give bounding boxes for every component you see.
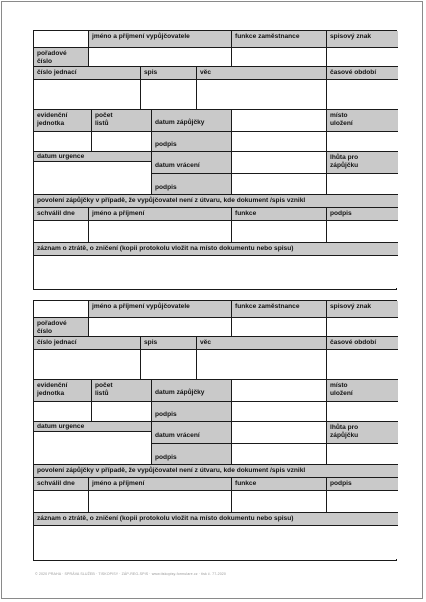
approver-signature-label: podpis bbox=[327, 478, 398, 491]
time-period-label: časové období bbox=[327, 67, 398, 80]
file-mark-header: spisový znak bbox=[327, 31, 398, 48]
approver-name-field[interactable] bbox=[89, 221, 232, 243]
loan-signature-label: podpis bbox=[152, 402, 232, 422]
approver-name-field[interactable] bbox=[89, 491, 232, 513]
sheet-count-label: počet listů bbox=[92, 380, 152, 402]
return-date-field[interactable] bbox=[232, 152, 327, 174]
publisher-footer: © 2020 PRAHA · SPRÁVA SLUŽEB · TISKOPISY · ZÁP-REG-SPIS · www.tiskopisy-formulare.cz · tisk č. 77-2020 bbox=[35, 572, 226, 576]
loan-term-label: lhůta pro zápůjčku bbox=[327, 422, 398, 444]
borrower-name-header: jméno a příjmení vypůjčovatele bbox=[89, 31, 232, 48]
return-signature-label: podpis bbox=[152, 444, 232, 465]
file-field[interactable] bbox=[141, 350, 197, 380]
order-number-label: pořadové číslo bbox=[34, 48, 89, 67]
loan-date-field[interactable] bbox=[232, 380, 327, 402]
return-signature-label: podpis bbox=[152, 174, 232, 195]
approved-date-label: schválil dne bbox=[34, 208, 89, 221]
approver-function-label: funkce bbox=[232, 478, 327, 491]
storage-place-field[interactable] bbox=[327, 132, 398, 152]
time-period-label: časové období bbox=[327, 337, 398, 350]
borrower-name-header: jméno a příjmení vypůjčovatele bbox=[89, 301, 232, 318]
employee-function-header: funkce zaměstnance bbox=[232, 301, 327, 318]
file-mark-field[interactable] bbox=[327, 318, 398, 337]
return-date-field[interactable] bbox=[232, 422, 327, 444]
sheet-count-field[interactable] bbox=[92, 402, 152, 422]
urgency-date-label: datum urgence bbox=[34, 422, 152, 432]
blank-corner bbox=[34, 31, 89, 48]
loan-term-label: lhůta pro zápůjčku bbox=[327, 152, 398, 174]
approver-function-field[interactable] bbox=[232, 491, 327, 513]
return-date-label: datum vrácení bbox=[152, 152, 232, 174]
approver-signature-label: podpis bbox=[327, 208, 398, 221]
return-date-label: datum vrácení bbox=[152, 422, 232, 444]
approver-signature-field[interactable] bbox=[327, 221, 398, 243]
sheet-count-field[interactable] bbox=[92, 132, 152, 152]
approved-date-label: schválil dne bbox=[34, 478, 89, 491]
page bbox=[1, 1, 423, 599]
reference-number-label: číslo jednací bbox=[34, 67, 141, 80]
file-field[interactable] bbox=[141, 80, 197, 110]
storage-place-label: místo uložení bbox=[327, 380, 398, 402]
file-label: spis bbox=[141, 67, 197, 80]
loan-form-1 bbox=[33, 30, 397, 290]
record-unit-field[interactable] bbox=[34, 402, 92, 422]
storage-place-label: místo uložení bbox=[327, 110, 398, 132]
record-unit-label: evidenční jednotka bbox=[34, 110, 92, 132]
record-unit-field[interactable] bbox=[34, 132, 92, 152]
approved-date-field[interactable] bbox=[34, 221, 89, 243]
loss-record-header: záznam o ztrátě, o zničení (kopii protokolu vložit na místo dokumentu nebo spisu) bbox=[34, 243, 398, 256]
loss-record-field[interactable] bbox=[34, 256, 398, 288]
file-mark-header: spisový znak bbox=[327, 301, 398, 318]
employee-function-header: funkce zaměstnance bbox=[232, 31, 327, 48]
loan-form-2 bbox=[33, 300, 397, 561]
record-unit-label: evidenční jednotka bbox=[34, 380, 92, 402]
loan-date-label: datum zápůjčky bbox=[152, 380, 232, 402]
reference-number-field[interactable] bbox=[34, 350, 141, 380]
loan-signature-label: podpis bbox=[152, 132, 232, 152]
loan-term-field[interactable] bbox=[327, 444, 398, 465]
approver-function-field[interactable] bbox=[232, 221, 327, 243]
approver-name-label: jméno a příjmení bbox=[89, 478, 232, 491]
borrower-name-field[interactable] bbox=[89, 48, 232, 67]
loan-signature-field[interactable] bbox=[232, 402, 327, 422]
approver-name-label: jméno a příjmení bbox=[89, 208, 232, 221]
return-signature-field[interactable] bbox=[232, 444, 327, 465]
sheet-count-label: počet listů bbox=[92, 110, 152, 132]
loan-signature-field[interactable] bbox=[232, 132, 327, 152]
reference-number-label: číslo jednací bbox=[34, 337, 141, 350]
time-period-field[interactable] bbox=[327, 350, 398, 380]
approved-date-field[interactable] bbox=[34, 491, 89, 513]
loan-term-field[interactable] bbox=[327, 174, 398, 195]
loss-record-header: záznam o ztrátě, o zničení (kopii protokolu vložit na místo dokumentu nebo spisu) bbox=[34, 513, 398, 526]
borrower-name-field[interactable] bbox=[89, 318, 232, 337]
loan-date-field[interactable] bbox=[232, 110, 327, 132]
blank-corner bbox=[34, 301, 89, 318]
approver-function-label: funkce bbox=[232, 208, 327, 221]
urgency-date-field[interactable] bbox=[34, 162, 152, 195]
file-mark-field[interactable] bbox=[327, 48, 398, 67]
return-signature-field[interactable] bbox=[232, 174, 327, 195]
subject-field[interactable] bbox=[197, 350, 327, 380]
urgency-date-label: datum urgence bbox=[34, 152, 152, 162]
time-period-field[interactable] bbox=[327, 80, 398, 110]
loan-date-label: datum zápůjčky bbox=[152, 110, 232, 132]
urgency-date-field[interactable] bbox=[34, 432, 152, 465]
employee-function-field[interactable] bbox=[232, 318, 327, 337]
order-number-label: pořadové číslo bbox=[34, 318, 89, 337]
subject-label: věc bbox=[197, 67, 327, 80]
employee-function-field[interactable] bbox=[232, 48, 327, 67]
loss-record-field[interactable] bbox=[34, 526, 398, 559]
external-loan-permission-header: povolení zápůjčky v případě, že vypůjčovatel není z útvaru, kde dokument /spis vznikl bbox=[34, 465, 398, 478]
storage-place-field[interactable] bbox=[327, 402, 398, 422]
file-label: spis bbox=[141, 337, 197, 350]
reference-number-field[interactable] bbox=[34, 80, 141, 110]
external-loan-permission-header: povolení zápůjčky v případě, že vypůjčovatel není z útvaru, kde dokument /spis vznikl bbox=[34, 195, 398, 208]
subject-field[interactable] bbox=[197, 80, 327, 110]
subject-label: věc bbox=[197, 337, 327, 350]
approver-signature-field[interactable] bbox=[327, 491, 398, 513]
